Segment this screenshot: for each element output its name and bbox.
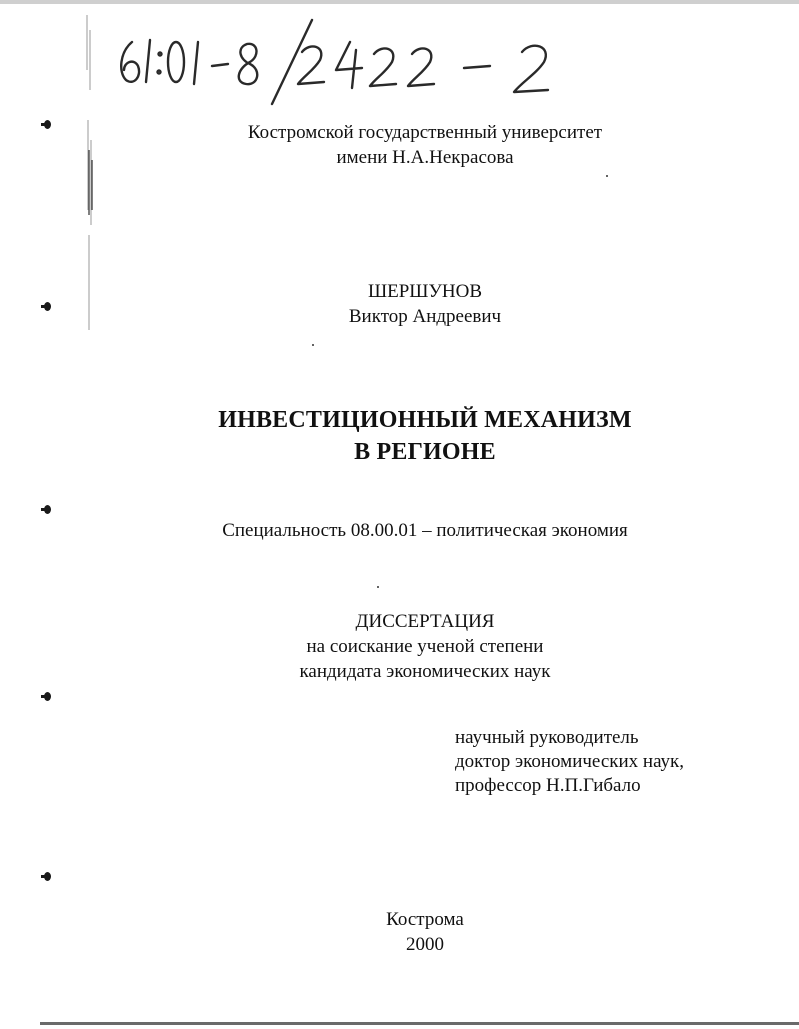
dissertation-purpose-1: на соискание ученой степени (306, 636, 544, 657)
specialty (180, 518, 670, 543)
supervisor-name: профессор Н.П.Гибало (455, 775, 641, 796)
binding-strip (84, 10, 96, 340)
scan-top-edge (0, 0, 799, 4)
scan-speck (377, 586, 379, 588)
place: Кострома (386, 909, 464, 930)
author-given-names: Виктор Андреевич (348, 306, 502, 327)
university-name (180, 120, 670, 170)
binding-hole (44, 120, 51, 129)
dissertation-type (180, 609, 670, 684)
dissertation-label: ДИССЕРТАЦИЯ (355, 611, 495, 632)
author-name (180, 279, 670, 329)
scan-bottom-edge (40, 1022, 799, 1025)
binding-hole (44, 505, 51, 514)
author-surname: ШЕРШУНОВ (367, 281, 483, 302)
binding-hole (44, 692, 51, 701)
supervisor-degree: доктор экономических наук, (455, 751, 685, 772)
title-line-2: В РЕГИОНЕ (354, 439, 496, 465)
supervisor-block (455, 726, 775, 798)
binding-hole (44, 872, 51, 881)
university-line-2: имени Н.А.Некрасова (336, 147, 514, 168)
supervisor-role: научный руководитель (455, 727, 639, 748)
university-line-1: Костромской государственный университет (247, 122, 603, 143)
dissertation-purpose-2: кандидата экономических наук (299, 661, 551, 682)
handwritten-archive-code (112, 12, 612, 107)
year: 2000 (406, 934, 444, 955)
binding-hole (44, 302, 51, 311)
scan-speck (312, 344, 314, 346)
place-and-year (180, 907, 670, 957)
scan-speck (606, 175, 608, 177)
title-line-1: ИНВЕСТИЦИОННЫЙ МЕХАНИЗМ (218, 407, 632, 433)
dissertation-title (180, 404, 670, 468)
specialty-text: Специальность 08.00.01 – политическая экономия (222, 520, 628, 541)
